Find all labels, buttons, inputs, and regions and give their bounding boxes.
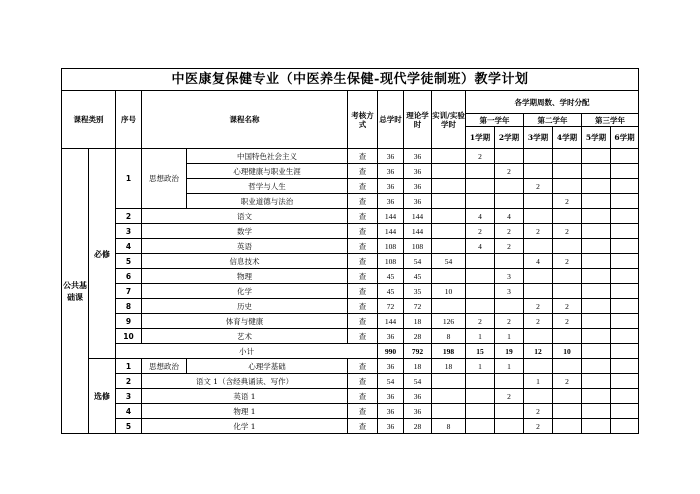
course-name-cell: 哲学与人生 [187,179,348,194]
term-hours-cell [495,149,524,164]
theory-hours-cell: 36 [404,389,432,404]
seq-cell: 6 [116,269,142,284]
term-hours-cell [582,404,611,419]
term-hours-cell [553,329,582,344]
total-hours-cell: 36 [378,194,404,209]
subtotal-term-hours: 19 [495,344,524,359]
subtotal-term-hours [611,344,639,359]
exam-cell: 查 [348,284,378,299]
header-term-2: 2学期 [495,127,524,149]
seq-cell: 3 [116,389,142,404]
term-hours-cell [553,239,582,254]
term-hours-cell [582,239,611,254]
term-hours-cell [553,209,582,224]
term-hours-cell: 3 [495,284,524,299]
page-title: 中医康复保健专业（中医养生保健-现代学徒制班）教学计划 [62,69,639,91]
term-hours-cell [495,179,524,194]
term-hours-cell [611,359,639,374]
term-hours-cell: 2 [553,254,582,269]
term-hours-cell [466,404,495,419]
term-hours-cell [495,374,524,389]
term-hours-cell [466,269,495,284]
exam-cell: 查 [348,194,378,209]
theory-hours-cell: 54 [404,254,432,269]
header-year-2: 第二学年 [524,114,582,127]
table-row [62,389,639,404]
seq-cell: 8 [116,299,142,314]
course-name-cell: 数学 [142,224,348,239]
practice-hours-cell [432,164,466,179]
seq-cell: 2 [116,374,142,389]
header-term-1: 1学期 [466,127,495,149]
course-name-cell: 语文 1（含经典诵读、写作） [142,374,348,389]
term-hours-cell [466,179,495,194]
term-hours-cell [582,254,611,269]
exam-cell: 查 [348,269,378,284]
exam-cell: 查 [348,254,378,269]
term-hours-cell: 1 [495,359,524,374]
term-hours-cell [466,419,495,434]
practice-hours-cell: 18 [432,359,466,374]
term-hours-cell [553,359,582,374]
term-hours-cell: 2 [524,299,553,314]
term-hours-cell [524,389,553,404]
exam-cell: 查 [348,224,378,239]
total-hours-cell: 36 [378,149,404,164]
exam-cell: 查 [348,179,378,194]
theory-hours-cell: 144 [404,209,432,224]
term-hours-cell [611,374,639,389]
term-hours-cell [466,299,495,314]
table-row [62,209,639,224]
term-hours-cell [495,254,524,269]
theory-hours-cell: 72 [404,299,432,314]
course-name-cell: 物理 1 [142,404,348,419]
table-row [62,404,639,419]
table-row [62,299,639,314]
term-hours-cell [611,149,639,164]
exam-cell: 查 [348,419,378,434]
term-hours-cell: 1 [466,359,495,374]
course-name-cell: 物理 [142,269,348,284]
course-name-cell: 体育与健康 [142,314,348,329]
term-hours-cell [553,269,582,284]
header-year-1: 第一学年 [466,114,524,127]
total-hours-cell: 108 [378,239,404,254]
term-hours-cell [611,224,639,239]
term-hours-cell: 2 [466,224,495,239]
term-hours-cell [611,194,639,209]
seq-cell: 4 [116,239,142,254]
subgroup-cell: 思想政治 [142,359,187,374]
theory-hours-cell: 108 [404,239,432,254]
theory-hours-cell: 35 [404,284,432,299]
header-year-3: 第三学年 [582,114,639,127]
theory-hours-cell: 54 [404,374,432,389]
exam-cell: 查 [348,374,378,389]
term-hours-cell [611,284,639,299]
header-term-3: 3学期 [524,127,553,149]
exam-cell: 查 [348,239,378,254]
total-hours-cell: 36 [378,359,404,374]
practice-hours-cell [432,269,466,284]
term-hours-cell: 2 [495,389,524,404]
theory-hours-cell: 36 [404,179,432,194]
total-hours-cell: 45 [378,284,404,299]
course-name-cell: 中国特色社会主义 [187,149,348,164]
term-hours-cell: 2 [466,149,495,164]
practice-hours-cell [432,404,466,419]
theory-hours-cell: 36 [404,194,432,209]
term-hours-cell: 2 [553,374,582,389]
plan-body [62,149,639,434]
term-hours-cell: 4 [495,209,524,224]
table-row [62,284,639,299]
term-hours-cell: 2 [495,314,524,329]
term-hours-cell: 2 [553,224,582,239]
header-practice-hours: 实训/实验学时 [432,91,466,149]
term-hours-cell [582,269,611,284]
total-hours-cell: 144 [378,209,404,224]
term-hours-cell [582,179,611,194]
term-hours-cell [524,284,553,299]
course-name-cell: 英语 [142,239,348,254]
term-hours-cell [611,209,639,224]
term-hours-cell: 2 [495,239,524,254]
practice-hours-cell: 10 [432,284,466,299]
table-row [62,314,639,329]
term-hours-cell [582,224,611,239]
subtotal-term-hours [582,344,611,359]
group-required-label: 必修 [89,149,116,359]
term-hours-cell [466,194,495,209]
table-row [62,269,639,284]
practice-hours-cell: 8 [432,329,466,344]
term-hours-cell [466,254,495,269]
term-hours-cell: 2 [524,419,553,434]
practice-hours-cell [432,299,466,314]
header-total-hours: 总学时 [378,91,404,149]
seq-cell: 10 [116,329,142,344]
table-row [62,239,639,254]
term-hours-cell [611,269,639,284]
term-hours-cell: 2 [524,179,553,194]
term-hours-cell: 2 [466,314,495,329]
seq-cell: 1 [116,359,142,374]
exam-cell: 查 [348,359,378,374]
term-hours-cell [611,254,639,269]
term-hours-cell [582,389,611,404]
total-hours-cell: 36 [378,419,404,434]
course-name-cell: 历史 [142,299,348,314]
exam-cell: 查 [348,299,378,314]
term-hours-cell [495,404,524,419]
term-hours-cell [582,419,611,434]
term-hours-cell [611,299,639,314]
term-hours-cell [553,404,582,419]
practice-hours-cell: 8 [432,419,466,434]
term-hours-cell [524,149,553,164]
group-elective-label: 选修 [89,359,116,434]
term-hours-cell: 1 [495,329,524,344]
subtotal-term-hours: 10 [553,344,582,359]
term-hours-cell [611,404,639,419]
practice-hours-cell [432,224,466,239]
term-hours-cell [582,329,611,344]
subtotal-term-hours: 12 [524,344,553,359]
term-hours-cell [553,149,582,164]
course-name-cell: 语文 [142,209,348,224]
term-hours-cell: 1 [524,374,553,389]
term-hours-cell [524,329,553,344]
seq-cell: 3 [116,224,142,239]
exam-cell: 查 [348,209,378,224]
teaching-plan-table [61,68,639,434]
term-hours-cell [582,359,611,374]
course-name-cell: 英语 1 [142,389,348,404]
term-hours-cell [611,164,639,179]
term-hours-cell [524,239,553,254]
subgroup-sizheng-label: 思想政治 [142,149,187,209]
term-hours-cell [466,284,495,299]
theory-hours-cell: 18 [404,359,432,374]
header-seq: 序号 [116,91,142,149]
seq-cell: 9 [116,314,142,329]
exam-cell: 查 [348,149,378,164]
total-hours-cell: 36 [378,164,404,179]
term-hours-cell [582,299,611,314]
theory-hours-cell: 36 [404,164,432,179]
subtotal-practice: 198 [432,344,466,359]
subtotal-row [62,344,639,359]
term-hours-cell [582,149,611,164]
term-hours-cell: 4 [466,239,495,254]
total-hours-cell: 54 [378,374,404,389]
term-hours-cell [524,194,553,209]
term-hours-cell [553,389,582,404]
table-row [62,149,639,164]
exam-cell: 查 [348,389,378,404]
term-hours-cell: 2 [524,314,553,329]
course-name-cell: 心理学基础 [187,359,348,374]
term-hours-cell: 2 [524,224,553,239]
term-hours-cell [611,179,639,194]
group-public-label: 公共基础课 [62,149,89,434]
exam-cell: 查 [348,314,378,329]
term-hours-cell [466,389,495,404]
term-hours-cell [495,194,524,209]
practice-hours-cell [432,374,466,389]
term-hours-cell: 2 [495,164,524,179]
term-hours-cell [582,209,611,224]
term-hours-cell: 2 [553,194,582,209]
subtotal-term-hours: 15 [466,344,495,359]
term-hours-cell [582,374,611,389]
course-name-cell: 化学 1 [142,419,348,434]
term-hours-cell: 3 [495,269,524,284]
practice-hours-cell [432,389,466,404]
table-row [62,224,639,239]
term-hours-cell: 2 [495,224,524,239]
header-term-4: 4学期 [553,127,582,149]
total-hours-cell: 72 [378,299,404,314]
header-term-6: 6学期 [611,127,639,149]
term-hours-cell: 4 [524,254,553,269]
seq-cell: 7 [116,284,142,299]
term-hours-cell [495,419,524,434]
term-hours-cell [524,269,553,284]
table-row [62,254,639,269]
term-hours-cell [553,419,582,434]
practice-hours-cell: 126 [432,314,466,329]
seq-cell: 5 [116,419,142,434]
term-hours-cell [553,179,582,194]
total-hours-cell: 45 [378,269,404,284]
term-hours-cell: 4 [466,209,495,224]
total-hours-cell: 144 [378,224,404,239]
term-hours-cell [582,314,611,329]
total-hours-cell: 36 [378,179,404,194]
subtotal-total: 990 [378,344,404,359]
header-exam: 考核方式 [348,91,378,149]
exam-cell: 查 [348,329,378,344]
term-hours-cell [582,194,611,209]
theory-hours-cell: 18 [404,314,432,329]
subtotal-label: 小计 [116,344,378,359]
table-row [62,359,639,374]
course-name-cell: 化学 [142,284,348,299]
course-name-cell: 职业道德与法治 [187,194,348,209]
term-hours-cell [611,314,639,329]
total-hours-cell: 36 [378,389,404,404]
theory-hours-cell: 36 [404,149,432,164]
header-theory-hours: 理论学时 [404,91,432,149]
header-category: 课程类别 [62,91,116,149]
theory-hours-cell: 45 [404,269,432,284]
table-row [62,374,639,389]
practice-hours-cell [432,149,466,164]
term-hours-cell: 2 [553,299,582,314]
subtotal-theory: 792 [404,344,432,359]
term-hours-cell [524,209,553,224]
term-hours-cell [524,359,553,374]
header-term-5: 5学期 [582,127,611,149]
total-hours-cell: 108 [378,254,404,269]
theory-hours-cell: 28 [404,329,432,344]
practice-hours-cell: 54 [432,254,466,269]
course-name-cell: 心理健康与职业生涯 [187,164,348,179]
term-hours-cell: 2 [524,404,553,419]
course-name-cell: 艺术 [142,329,348,344]
term-hours-cell [611,239,639,254]
seq-cell: 5 [116,254,142,269]
practice-hours-cell [432,209,466,224]
theory-hours-cell: 144 [404,224,432,239]
exam-cell: 查 [348,164,378,179]
exam-cell: 查 [348,404,378,419]
theory-hours-cell: 28 [404,419,432,434]
term-hours-cell [495,299,524,314]
term-hours-cell [611,329,639,344]
theory-hours-cell: 36 [404,404,432,419]
term-hours-cell: 2 [553,314,582,329]
term-hours-cell [466,164,495,179]
term-hours-cell [611,389,639,404]
term-hours-cell [611,419,639,434]
seq-cell: 4 [116,404,142,419]
term-hours-cell [524,164,553,179]
term-hours-cell: 1 [466,329,495,344]
seq-cell: 1 [116,149,142,209]
table-row [62,329,639,344]
practice-hours-cell [432,194,466,209]
term-hours-cell [466,374,495,389]
header-distribution: 各学期周数、学时分配 [466,91,639,114]
header-course-name: 课程名称 [142,91,348,149]
term-hours-cell [553,164,582,179]
practice-hours-cell [432,239,466,254]
term-hours-cell [582,164,611,179]
term-hours-cell [582,284,611,299]
total-hours-cell: 144 [378,314,404,329]
seq-cell: 2 [116,209,142,224]
table-row [62,419,639,434]
total-hours-cell: 36 [378,404,404,419]
teaching-plan-sheet [61,68,638,434]
term-hours-cell [553,284,582,299]
total-hours-cell: 36 [378,329,404,344]
practice-hours-cell [432,179,466,194]
course-name-cell: 信息技术 [142,254,348,269]
